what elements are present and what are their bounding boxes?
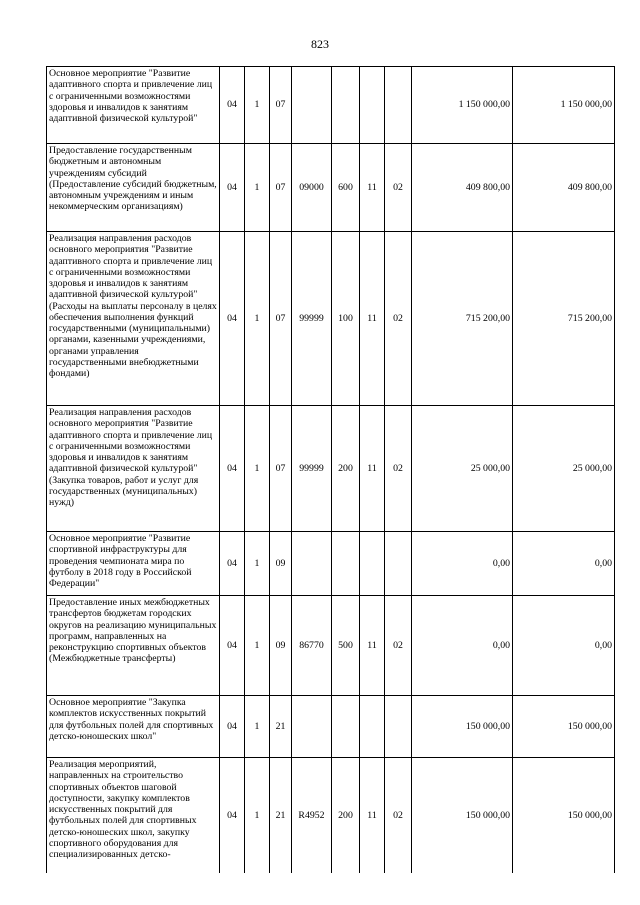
code-7 (385, 696, 412, 758)
code-3: 07 (270, 67, 292, 144)
code-7: 02 (385, 758, 412, 873)
code-1: 04 (220, 232, 245, 406)
amount-2: 150 000,00 (513, 696, 615, 758)
code-2: 1 (245, 758, 270, 873)
row-name: Реализация направления расходов основного мероприятия "Развитие адаптивного спорта и привлечение лиц с ограниченными возможностями здоровья и инвалидов к занятиям адаптивной физической культурой" (Расходы на выплаты персоналу в целях обеспечения выполнения функций государственными (муниципальными) органами, казенными учреждениями, органами управления государственными внебюджетными фондами) (47, 232, 220, 406)
code-4 (292, 532, 332, 596)
code-3: 09 (270, 596, 292, 696)
code-3: 21 (270, 696, 292, 758)
code-5: 100 (332, 232, 360, 406)
row-name: Реализация направления расходов основного мероприятия "Развитие адаптивного спорта и привлечение лиц с ограниченными возможностями здоровья и инвалидов к занятиям адаптивной физической культурой" (Закупка товаров, работ и услуг для государственных (муниципальных) нужд) (47, 406, 220, 532)
amount-1: 0,00 (412, 532, 513, 596)
amount-1: 150 000,00 (412, 696, 513, 758)
code-2: 1 (245, 144, 270, 232)
code-1: 04 (220, 696, 245, 758)
code-5 (332, 67, 360, 144)
code-5: 200 (332, 758, 360, 873)
code-3: 21 (270, 758, 292, 873)
amount-2: 0,00 (513, 596, 615, 696)
amount-1: 0,00 (412, 596, 513, 696)
code-6: 11 (360, 758, 385, 873)
code-2: 1 (245, 67, 270, 144)
code-3: 09 (270, 532, 292, 596)
row-name: Предоставление государственным бюджетным и автономным учреждениям субсидий (Предоставление субсидий бюджетным, автономным учреждениям и иным некоммерческим организациям) (47, 144, 220, 232)
code-4: 86770 (292, 596, 332, 696)
code-1: 04 (220, 532, 245, 596)
code-7 (385, 532, 412, 596)
code-5: 200 (332, 406, 360, 532)
code-1: 04 (220, 144, 245, 232)
code-4: 99999 (292, 406, 332, 532)
code-5 (332, 696, 360, 758)
table-row (47, 406, 615, 532)
amount-1: 409 800,00 (412, 144, 513, 232)
code-4: 09000 (292, 144, 332, 232)
amount-1: 150 000,00 (412, 758, 513, 873)
code-7: 02 (385, 232, 412, 406)
page-number: 823 (311, 37, 329, 51)
code-4 (292, 67, 332, 144)
code-6: 11 (360, 232, 385, 406)
row-name: Основное мероприятие "Развитие адаптивного спорта и привлечение лиц с ограниченными возможностями здоровья и инвалидов к занятиям адаптивной физической культурой" (47, 67, 220, 144)
table-row (47, 67, 615, 144)
code-7 (385, 67, 412, 144)
code-1: 04 (220, 596, 245, 696)
amount-2: 0,00 (513, 532, 615, 596)
code-6: 11 (360, 144, 385, 232)
code-2: 1 (245, 696, 270, 758)
code-6: 11 (360, 596, 385, 696)
amount-1: 1 150 000,00 (412, 67, 513, 144)
code-4: R4952 (292, 758, 332, 873)
amount-2: 715 200,00 (513, 232, 615, 406)
code-1: 04 (220, 406, 245, 532)
row-name: Основное мероприятие "Закупка комплектов искусственных покрытий для футбольных полей для спортивных детско-юношеских школ" (47, 696, 220, 758)
table-row (47, 532, 615, 596)
code-3: 07 (270, 232, 292, 406)
code-4: 99999 (292, 232, 332, 406)
code-2: 1 (245, 532, 270, 596)
code-6 (360, 696, 385, 758)
code-5 (332, 532, 360, 596)
code-1: 04 (220, 758, 245, 873)
code-7: 02 (385, 596, 412, 696)
amount-2: 25 000,00 (513, 406, 615, 532)
amount-2: 1 150 000,00 (513, 67, 615, 144)
amount-2: 150 000,00 (513, 758, 615, 873)
row-name: Предоставление иных межбюджетных трансфертов бюджетам городских округов на реализацию муниципальных программ, направленных на реконструкцию спортивных объектов (Межбюджетные трансферты) (47, 596, 220, 696)
table-row (47, 232, 615, 406)
row-name: Основное мероприятие "Развитие спортивной инфраструктуры для проведения чемпионата мира по футболу в 2018 году в Российской Федерации" (47, 532, 220, 596)
code-6 (360, 67, 385, 144)
table-row (47, 758, 615, 873)
code-6: 11 (360, 406, 385, 532)
code-7: 02 (385, 406, 412, 532)
code-5: 600 (332, 144, 360, 232)
code-4 (292, 696, 332, 758)
row-name: Реализация мероприятий, направленных на строительство спортивных объектов шаговой доступности, закупку комплектов искусственных покрытий для футбольных полей для спортивных детско-юношеских школ, закупку спортивного оборудования для специализированных детско- (47, 758, 220, 873)
code-2: 1 (245, 406, 270, 532)
amount-2: 409 800,00 (513, 144, 615, 232)
table-row (47, 596, 615, 696)
code-2: 1 (245, 596, 270, 696)
amount-1: 25 000,00 (412, 406, 513, 532)
code-5: 500 (332, 596, 360, 696)
table-row (47, 144, 615, 232)
code-3: 07 (270, 406, 292, 532)
amount-1: 715 200,00 (412, 232, 513, 406)
code-1: 04 (220, 67, 245, 144)
code-3: 07 (270, 144, 292, 232)
code-6 (360, 532, 385, 596)
table-row (47, 696, 615, 758)
code-2: 1 (245, 232, 270, 406)
budget-table (46, 66, 615, 873)
code-7: 02 (385, 144, 412, 232)
